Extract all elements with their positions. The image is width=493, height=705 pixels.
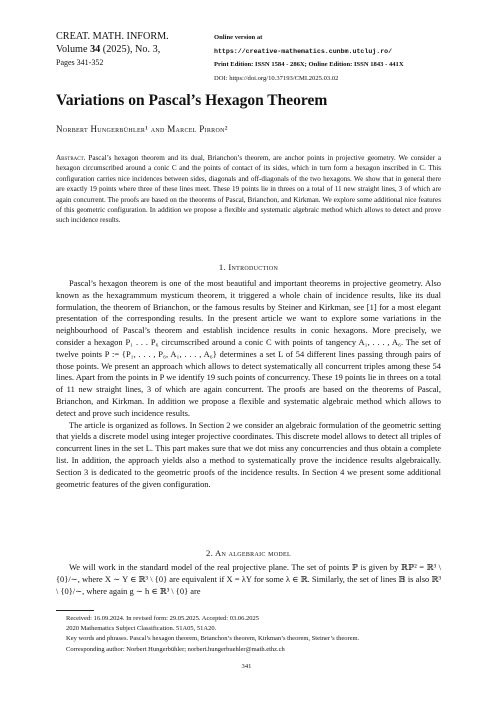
author-line: Norbert Hungerbühler¹ and Marcel Pirron² — [56, 124, 228, 134]
abstract-label: Abstract. — [56, 154, 86, 162]
volume-line: Volume 34 (2025), No. 3, — [56, 44, 161, 55]
page-number: 341 — [241, 663, 252, 670]
publication-info — [214, 31, 484, 85]
received-dates: Received: 16.09.2024. In revised form: 29.05.2025. Accepted: 03.06.2025 — [66, 615, 259, 622]
volume-number: 34 — [90, 44, 101, 55]
doi-line[interactable]: DOI: https://doi.org/10.37193/CMI.2025.03.02 — [214, 74, 339, 82]
section-heading-introduction: 1. Introduction — [218, 262, 279, 272]
introduction-body — [56, 278, 441, 490]
keywords: Key words and phrases. Pascal’s hexagon theorem, Brianchon’s theorem, Kirkman’s theorem, Steiner’s theorem. — [66, 635, 360, 643]
online-version: Online version at https://creative-mathematics.cunbm.utcluj.ro/ — [214, 31, 484, 58]
page-range: Pages 341-352 — [56, 58, 104, 67]
paragraph: We will work in the standard model of the real projective plane. The set of points ℙ is given by ℝℙ² = ℝ³ \ {0}/∼, where X ∼ Y ∈ ℝ³ \ {0} are equivalent if X = λY for some λ ∈ ℝ. Similarly, the set of lines 𝔹 is also ℝ³ \ {0}/∼, where again g ∼ h ∈ ℝ³ \ {0} are — [56, 562, 441, 596]
issn-line: Print Edition: ISSN 1584 - 286X; Online Edition: ISSN 1843 - 441X — [214, 61, 404, 68]
msc-classification: 2020 Mathematics Subject Classification. 51A05, 51A20. — [66, 625, 217, 633]
footnotes — [66, 614, 446, 655]
paper-title: Variations on Pascal’s Hexagon Theorem — [56, 92, 328, 109]
journal-name: CREAT. MATH. INFORM. — [56, 31, 169, 42]
abstract — [56, 153, 441, 226]
journal-header — [56, 30, 226, 69]
paragraph: Pascal’s hexagon theorem is one of the most beautiful and important theorems in projective geometry. Also known as the hexagrammum mysticum theorem, it triggered a whole chain of incidence results, like its dual formulation, the theorem of Brianchon, or the famous results by Steiner and Kirkman, see [1] for a most elegant presentation of the corresponding results. In the present article we want to explore some variations in the neighbourhood of Pascal’s theorem and establish incidence results in conic hexagons. More precisely, we consider a hexagon P₁ . . . P₆ circumscribed around a conic C with points of tangency A₁, . . . , A₆. The set of twelve points P := {P₁, . . . , P₆, A₁, . . . , A₆} determines a set L of 54 different lines passing through pairs of those points. We present an approach which allows to detect systematically all concurrent triples among these 54 lines. Apart from the points in P we identify 19 such points of concurrency. These 19 points lie in threes on a total of 11 new straight lines, 3 of which are again concurrent. The proofs are based on the theorems of Pascal, Brianchon, and Kirkman. In addition we propose a flexible and systematic algebraic method which allows to detect and prove such incidence results. — [56, 278, 441, 418]
abstract-text: Pascal’s hexagon theorem and its dual, Brianchon’s theorem, are anchor points in projective geometry. We consider a hexagon circumscribed around a conic C and the points of contact of its sides, which in turn form a hexagon inscribed in C. This configuration carries nice incidences between sides, diagonals and off-diagonals of the two hexagons. We show that in general there are exactly 19 points where three of these lines meet. These 19 points lie in threes on a total of 11 new straight lines, 3 of which are again concurrent. The proofs are based on the theorems of Pascal, Brianchon, and Kirkman. We explore some additional nice features of this geometric configuration. In addition we propose a flexible and systematic algebraic method which allows to detect and prove such incidence results. — [56, 154, 441, 225]
footnote-rule — [56, 610, 94, 611]
algebraic-model-body — [56, 562, 441, 597]
online-url[interactable]: https://creative-mathematics.cunbm.utcluj.ro/ — [214, 47, 393, 55]
corresponding-author: Corresponding author: Norbert Hungerbühler; norbert.hungerbuehler@math.ethz.ch — [66, 645, 285, 653]
section-heading-algebraic-model: 2. An algebraic model — [206, 548, 291, 558]
paragraph: The article is organized as follows. In Section 2 we consider an algebraic formulation of the geometric setting that yields a discrete model using integer projective coordinates. This discrete model allows to detect all triples of concurrent lines in the set L. This part makes sure that we dot miss any concurrencies and thus obtain a complete list. In addition, the approach yields also a method to systematically prove the incidence results algebraically. Section 3 is dedicated to the geometric proofs of the incidence results. In Section 4 we present some additional geometric features of the given configuration. — [56, 419, 441, 489]
